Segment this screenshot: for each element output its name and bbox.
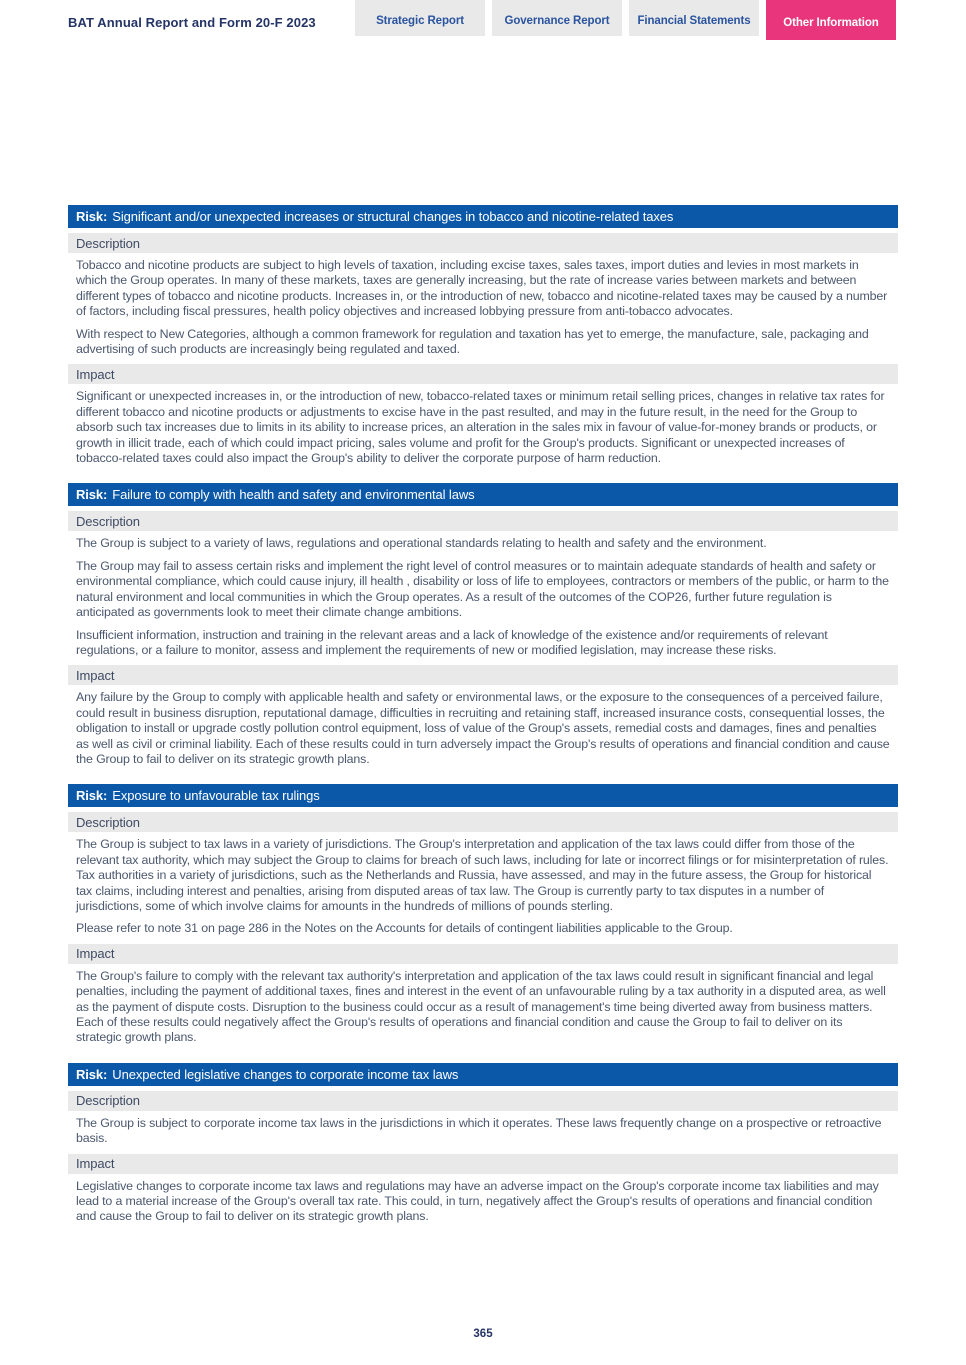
paragraph: With respect to New Categories, although a common framework for regulation and taxation has yet to emerge, the manufacture, sale, packaging and advertising of such products are increasingly being regulated and taxed. bbox=[76, 326, 869, 357]
risk-header-bar bbox=[68, 205, 898, 228]
description-body bbox=[68, 258, 898, 357]
description-header-bar bbox=[68, 1091, 898, 1111]
paragraph: The Group is subject to a variety of laws, regulations and operational standards relating to health and safety and the environment. bbox=[76, 536, 767, 551]
report-title: BAT Annual Report and Form 20-F 2023 bbox=[68, 15, 316, 30]
description-label: Description bbox=[76, 235, 140, 251]
paragraph: The Group is subject to corporate income tax laws in the jurisdictions in which it operates. These laws frequently change on a prospective or retroactive basis. bbox=[76, 1115, 882, 1146]
risk-sections bbox=[68, 205, 898, 1242]
risk-section bbox=[68, 205, 898, 466]
paragraph: Please refer to note 31 on page 286 in the Notes on the Accounts for details of contingent liabilities applicable to the Group. bbox=[76, 921, 733, 936]
risk-section bbox=[68, 1063, 898, 1225]
paragraph: The Group is subject to tax laws in a variety of jurisdictions. The Group's interpretation and application of the tax laws could differ from those of the relevant tax authority, which may subject the Group to claims for breach of such laws, including for late or incorrect filings or for misinterpretation of rules. Tax authorities in a variety of jurisdictions, such as the Netherlands and Russia, have assessed, and may in the future assess, the Group for historical tax claims, including interest and penalties, arising from disputed areas of tax law. The Group is currently party to tax disputes in a number of jurisdictions, some of which involve claims for amounts in the hundreds of millions of pounds sterling. bbox=[76, 837, 889, 913]
header-tab[interactable] bbox=[629, 0, 759, 36]
paragraph: Insufficient information, instruction and training in the relevant areas and a lack of knowledge of the existence and/or requirements of relevant regulations, or a failure to monitor, assess and implement the requirements of new or modified legislation, may increase these risks. bbox=[76, 627, 828, 657]
header-tab-label: Governance Report bbox=[504, 14, 610, 27]
impact-label: Impact bbox=[76, 946, 115, 962]
description-body bbox=[68, 536, 898, 658]
description-label: Description bbox=[76, 1093, 140, 1109]
impact-header-bar bbox=[68, 1154, 898, 1174]
header-tab-label: Other Information bbox=[783, 16, 879, 29]
paragraph: The Group may fail to assess certain risks and implement the right level of control measures or to maintain adequate standards of health and safety or environmental compliance, which could cause injury, ill health , disability or loss of life to employees, contractors or members of the public, or harm to the natural environment and local communities in which the Group operates. As a result of the outcomes of the COP26, further future regulation is anticipated as governments look to meet their climate change ambitions. bbox=[76, 558, 889, 620]
risk-header-bar bbox=[68, 784, 898, 807]
paragraph: Tobacco and nicotine products are subject to high levels of taxation, including excise taxes, sales taxes, import duties and levies in most markets in which the Group operates. In many of these markets, taxes are generally increasing, but the rate of increase varies between markets and between different types of tobacco and nicotine products. Increases in, or the introduction of new, tobacco and nicotine-related taxes may be caused by a number of factors, including fiscal pressures, health policy objectives and increased lobbying pressure from anti-tobacco advocates. bbox=[76, 258, 888, 319]
description-body bbox=[68, 1116, 898, 1147]
impact-header-bar bbox=[68, 944, 898, 964]
description-body bbox=[68, 837, 898, 936]
header-tab[interactable] bbox=[355, 0, 485, 36]
impact-label: Impact bbox=[76, 366, 115, 382]
paragraph: The Group's failure to comply with the relevant tax authority's interpretation and application of the tax laws could result in significant financial and legal penalties, including the payment of additional taxes, fines and interest in the event of an unfavourable ruling by a tax authority in a disputed area, as well as the payment of dispute costs. Disruption to the business could occur as a result of management's time being diverted away from business matters. Each of these results could negatively affect the Group's results of operations and financial condition and cause the Group to fail to deliver on its strategic growth plans. bbox=[76, 968, 886, 1045]
impact-header-bar bbox=[68, 364, 898, 384]
description-header-bar bbox=[68, 511, 898, 531]
header-tab-label: Financial Statements bbox=[637, 14, 751, 27]
risk-title: Failure to comply with health and safety and environmental laws bbox=[112, 487, 475, 503]
description-header-bar bbox=[68, 233, 898, 253]
impact-label: Impact bbox=[76, 667, 115, 683]
risk-title: Exposure to unfavourable tax rulings bbox=[112, 788, 320, 804]
paragraph: Any failure by the Group to comply with applicable health and safety or environmental laws, or the exposure to the consequences of a perceived failure, could result in business disruption, reputational damage, difficulties in recruiting and retaining staff, increased insurance costs, consequential losses, the obligation to install or upgrade costly pollution control equipment, loss of value of the Group's assets, remedial costs and damages, fines and penalties as well as civil or criminal liability. Each of these results could in turn adversely impact the Group's results of operations and financial condition and cause the Group to fail to deliver on its strategic growth plans. bbox=[76, 690, 890, 766]
risk-title: Unexpected legislative changes to corporate income tax laws bbox=[112, 1066, 459, 1082]
risk-label: Risk: bbox=[76, 788, 108, 804]
impact-body bbox=[68, 690, 898, 767]
paragraph: Legislative changes to corporate income tax laws and regulations may have an adverse impact on the Group's corporate income tax liabilities and may lead to a material increase of the Group's overall tax rate. This could, in turn, negatively affect the Group's results of operations and financial condition and cause the Group to fail to deliver on its strategic growth plans. bbox=[76, 1178, 879, 1224]
header-tab[interactable] bbox=[492, 0, 622, 36]
risk-label: Risk: bbox=[76, 487, 108, 503]
description-header-bar bbox=[68, 812, 898, 832]
impact-body bbox=[68, 969, 898, 1046]
risk-label: Risk: bbox=[76, 209, 108, 224]
risk-label: Risk: bbox=[76, 1066, 108, 1082]
risk-title: Significant and/or unexpected increases or structural changes in tobacco and nicotine-related taxes bbox=[112, 209, 674, 224]
impact-body bbox=[68, 389, 898, 466]
paragraph: Significant or unexpected increases in, or the introduction of new, tobacco-related taxes or minimum retail selling prices, changes in relative tax rates for different tobacco and nicotine products or adjustments to excise have in the past resulted, and may in the future result, in the need for the Group to absorb such tax increases due to limits in its ability to increase prices, an alteration in the sales mix in favour of value-for-money brands or products, or growth in illicit trade, each of which could impact pricing, sales volume and profit for the Group's products. Significant or unexpected increases of tobacco-related taxes could also impact the Group's ability to deliver the corporate purpose of harm reduction. bbox=[76, 389, 885, 466]
page-number: 365 bbox=[473, 1328, 493, 1340]
header-tab-label: Strategic Report bbox=[376, 14, 464, 27]
header-tab[interactable] bbox=[766, 0, 896, 40]
description-label: Description bbox=[76, 814, 140, 830]
description-label: Description bbox=[76, 513, 140, 529]
impact-header-bar bbox=[68, 665, 898, 685]
risk-header-bar bbox=[68, 1063, 898, 1086]
risk-section bbox=[68, 483, 898, 767]
risk-section bbox=[68, 784, 898, 1045]
risk-header-bar bbox=[68, 483, 898, 506]
impact-label: Impact bbox=[76, 1156, 115, 1172]
impact-body bbox=[68, 1179, 898, 1225]
header-tab-bar bbox=[355, 0, 896, 40]
